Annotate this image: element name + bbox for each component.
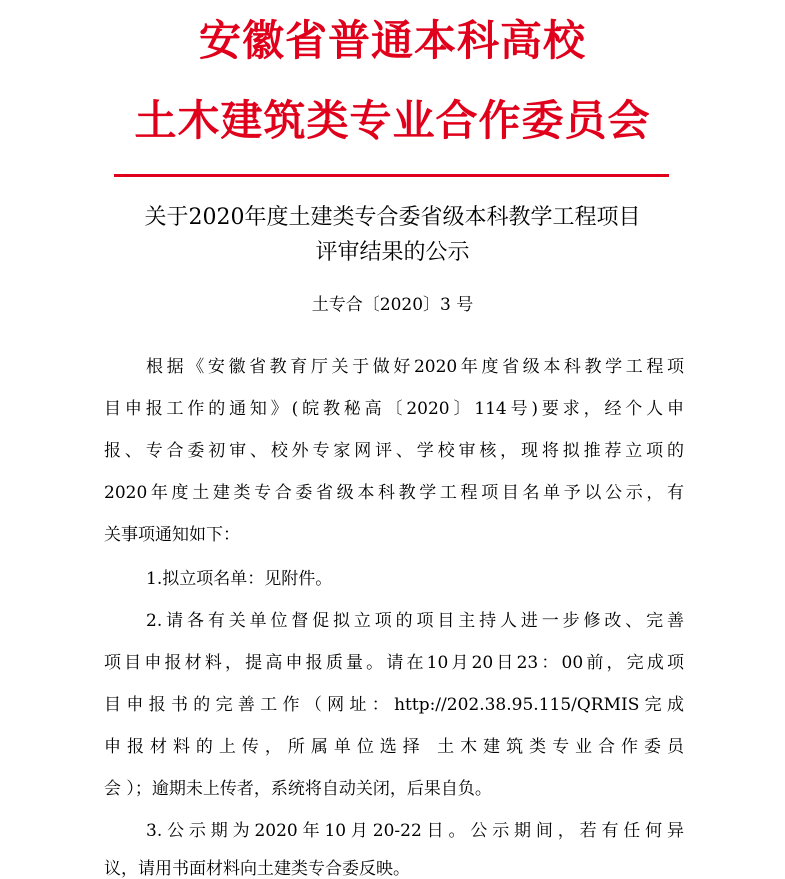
list-item-3: 3.公示期为2020年10月20-22日。公示期间，若有任何异: [146, 821, 684, 841]
document-number: 土专合〔2020〕3 号: [311, 295, 474, 315]
body-text-line: 会 ）；逾期未上传者，系统将自动关闭，后果自负。: [104, 779, 492, 799]
list-item-2: 2.请各有关单位督促拟立项的项目主持人进一步修改、完善: [146, 611, 684, 631]
org-name-line2: 土木建筑类专业合作委员会: [134, 96, 651, 145]
body-text-line: 关事项通知如下：: [104, 525, 240, 545]
org-name-line1: 安徽省普通本科高校: [198, 16, 586, 65]
body-text-line: 报、专合委初审、校外专家网评、学校审核，现将拟推荐立项的: [104, 441, 684, 461]
document-title-line1: 关于2020年度土建类专合委省级本科教学工程项目: [144, 205, 641, 230]
red-divider: [114, 174, 669, 177]
body-text-line: 目申报工作的通知》(皖教秘高〔2020〕114号)要求，经个人申: [104, 399, 684, 419]
list-item-1: 1.拟立项名单：见附件。: [146, 569, 333, 589]
body-text-line: 申报材料的上传，所属单位选择 土木建筑类专业合作委员: [104, 737, 684, 757]
body-text-line: 议，请用书面材料向土建类专合委反映。: [104, 859, 410, 879]
body-text-line: 目申报书的完善工作（网址：http://202.38.95.115/QRMIS完成: [104, 695, 684, 715]
body-text-line: 项目申报材料，提高申报质量。请在10月20日23：00前，完成项: [104, 653, 684, 673]
body-text-line: 根据《安徽省教育厅关于做好2020年度省级本科教学工程项: [146, 357, 684, 377]
body-text-line: 2020年度土建类专合委省级本科教学工程项目名单予以公示，有: [104, 483, 684, 503]
document-title-line2: 评审结果的公示: [315, 240, 470, 265]
